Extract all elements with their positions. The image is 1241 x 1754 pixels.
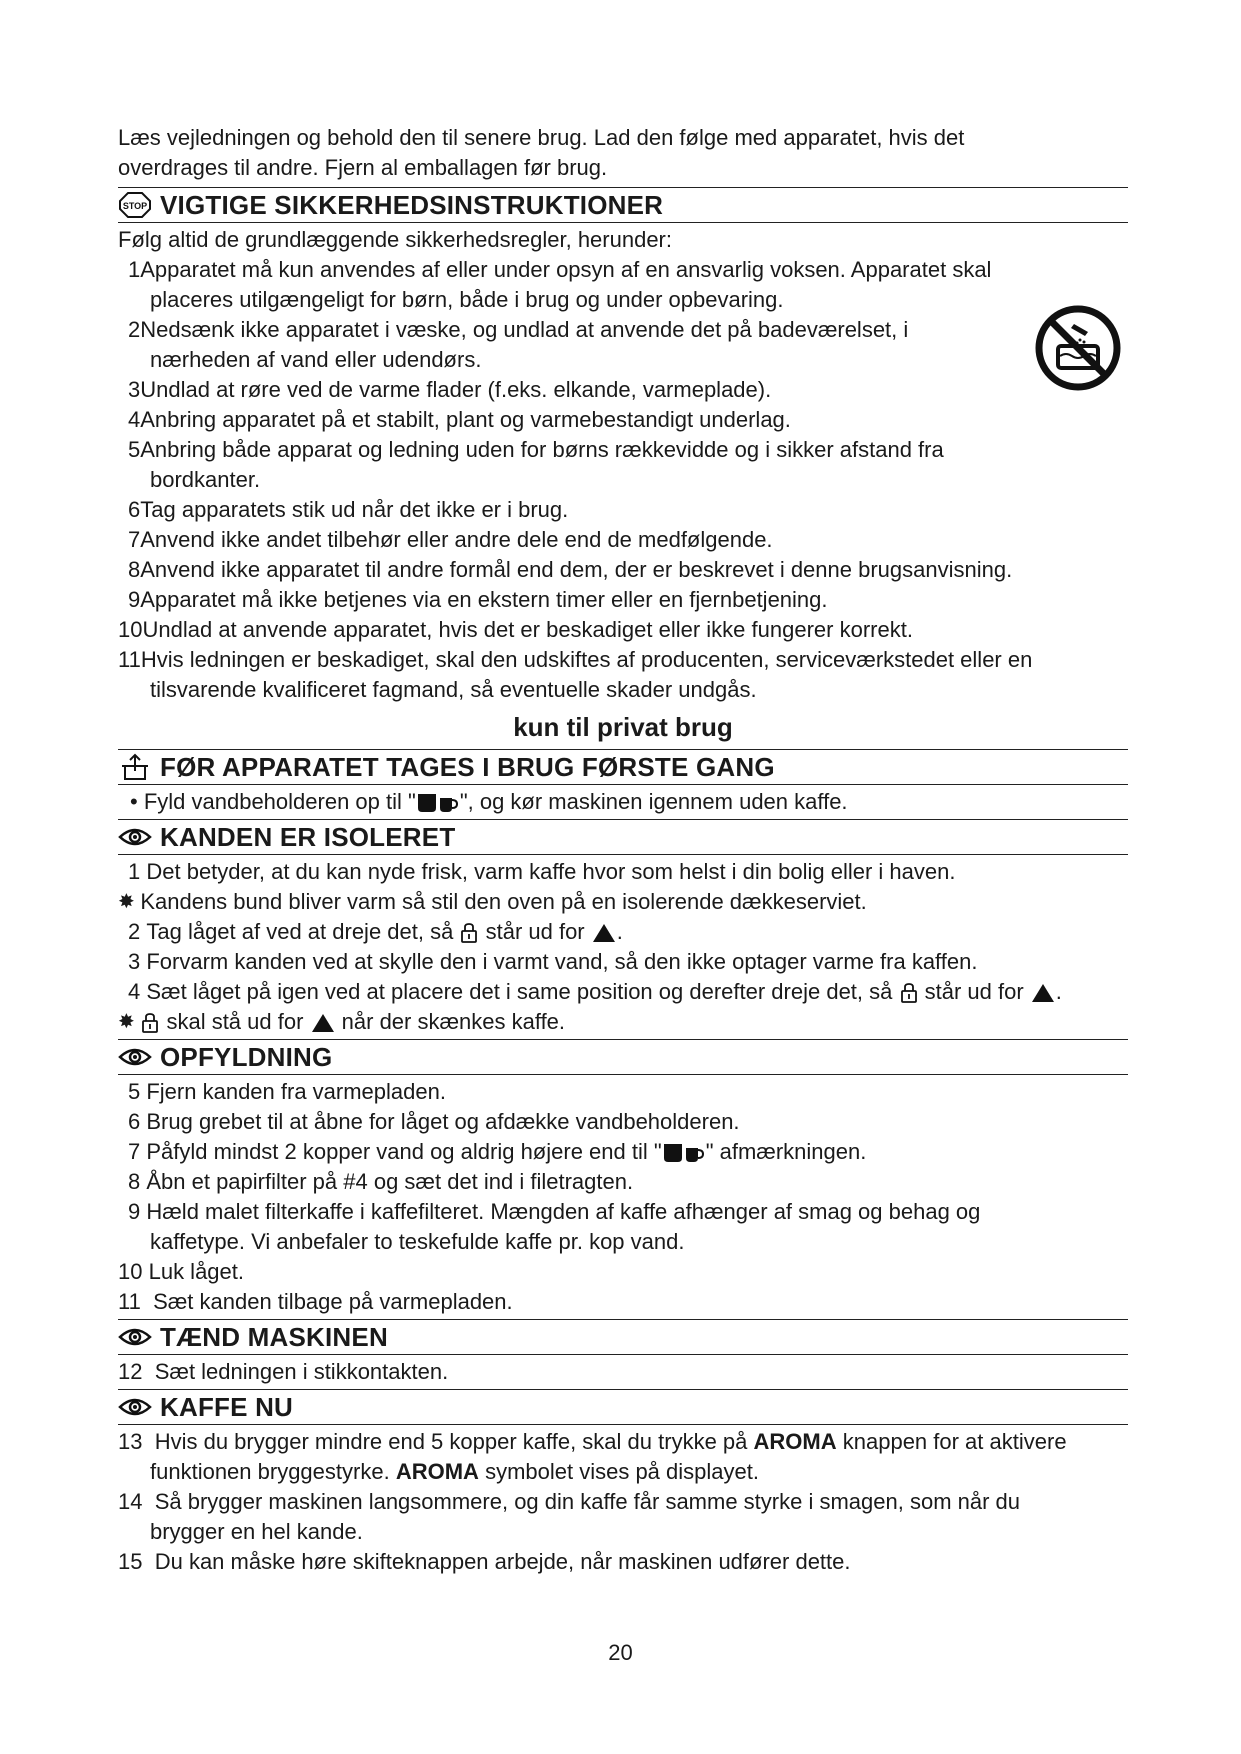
insulated-item-1: 1 Det betyder, at du kan nyde frisk, varm kaffe hvor som helst i din bolig eller i haven. <box>128 859 956 884</box>
lock-open-icon <box>459 922 479 944</box>
coffee-now-item-13-cont: funktionen bryggestyrke. AROMA symbolet vises på displayet. <box>150 1459 759 1484</box>
eye-icon <box>118 823 152 851</box>
filling-item-5: 5 Fjern kanden fra varmepladen. <box>128 1079 446 1104</box>
safety-item-8: 8 Anvend ikke apparatet til andre formål end dem, der er beskrevet i denne brugsanvisning. <box>128 557 1013 582</box>
coffee-now-item-14-cont: brygger en hel kande. <box>150 1519 363 1544</box>
stop-icon-label: STOP <box>122 201 148 211</box>
safety-item-9: 9 Apparatet må ikke betjenes via en ekstern timer eller en fjernbetjening. <box>128 587 828 612</box>
safety-item-2-cont: nærheden af vand eller udendørs. <box>150 347 482 372</box>
coffee-now-title: KAFFE NU <box>160 1391 294 1422</box>
filling-title: OPFYLDNING <box>160 1041 333 1072</box>
safety-item-3: 3 Undlad at røre ved de varme flader (f.eks. elkande, varmeplade). <box>128 377 772 402</box>
first-use-bullet: • Fyld vandbeholderen op til " ", og kør maskinen igennem uden kaffe. <box>118 787 1128 817</box>
coffee-now-item-13: 13 Hvis du brygger mindre end 5 kopper kaffe, skal du trykke på AROMA knappen for at aktivere <box>118 1429 1067 1454</box>
switch-on-section-header <box>118 1319 1128 1355</box>
safety-item-2: 2 Nedsænk ikke apparatet i væske, og undlad at anvende det på badeværelset, i <box>128 317 909 342</box>
safety-item-5: 5 Anbring både apparat og ledning uden for børns rækkevidde og i sikker afstand fra <box>128 437 944 462</box>
safety-item-10: 10 Undlad at anvende apparatet, hvis det er beskadiget eller ikke fungerer korrekt. <box>118 617 913 642</box>
coffee-now-section-header <box>118 1389 1128 1425</box>
filling-item-9: 9 Hæld malet filterkaffe i kaffefilteret. Mængden af kaffe afhænger af smag og behag og <box>128 1199 981 1224</box>
insulated-item-4: 4 Sæt låget på igen ved at placere det i same position og derefter dreje det, så står ud for . <box>128 979 1062 1004</box>
private-use-note: kun til privat brug <box>513 712 733 742</box>
eye-icon <box>118 1043 152 1071</box>
safety-section-header <box>118 187 1128 223</box>
lock-open-icon <box>140 1012 160 1034</box>
safety-title: VIGTIGE SIKKERHEDSINSTRUKTIONER <box>160 189 664 220</box>
coffee-now-item-14: 14 Så brygger maskinen langsommere, og din kaffe får samme styrke i smagen, som når du <box>118 1489 1021 1514</box>
lock-open-icon <box>899 982 919 1004</box>
appliance-unpack-icon <box>118 753 152 781</box>
page-number: 20 <box>608 1640 633 1665</box>
intro-text <box>118 123 1128 183</box>
tip-sun-icon: ✸ <box>118 1011 141 1033</box>
bullet-icon: • <box>130 789 144 814</box>
filling-item-8: 8 Åbn et papirfilter på #4 og sæt det ind i filetragten. <box>128 1169 634 1194</box>
insulated-tip-2: ✸ skal stå ud for når der skænkes kaffe. <box>118 1007 1128 1037</box>
insulated-section-header <box>118 819 1128 855</box>
filling-item-6: 6 Brug grebet til at åbne for låget og afdække vandbeholderen. <box>128 1109 740 1134</box>
safety-item-5-cont: bordkanter. <box>150 467 261 492</box>
intro-line-2: overdrages til andre. Fjern al emballagen før brug. <box>118 155 608 180</box>
insulated-item-3: 3 Forvarm kanden ved at skylle den i varmt vand, så den ikke optager varme fra kaffen. <box>128 949 978 974</box>
safety-lead: Følg altid de grundlæggende sikkerhedsregler, herunder: <box>118 227 672 252</box>
safety-item-1: 1 Apparatet må kun anvendes af eller under opsyn af en ansvarlig voksen. Apparatet skal <box>128 257 992 282</box>
switch-on-title: TÆND MASKINEN <box>160 1321 388 1352</box>
safety-item-7: 7 Anvend ikke andet tilbehør eller andre dele end de medfølgende. <box>128 527 773 552</box>
safety-item-1-cont: placeres utilgængeligt for børn, både i brug og under opbevaring. <box>150 287 784 312</box>
insulated-tip-1: ✸ Kandens bund bliver varm så stil den oven på en isolerende dækkeserviet. <box>118 887 1128 917</box>
cup-mark-icon <box>662 1142 706 1164</box>
aroma-label: AROMA <box>395 1459 479 1484</box>
safety-item-11-cont: tilsvarende kvalificeret fagmand, så eventuelle skader undgås. <box>150 677 757 702</box>
safety-item-11: 11 Hvis ledningen er beskadiget, skal den udskiftes af producenten, serviceværkstedet eller en <box>118 647 1033 672</box>
safety-item-6: 6 Tag apparatets stik ud når det ikke er i brug. <box>128 497 569 522</box>
intro-line-1: Læs vejledningen og behold den til senere brug. Lad den følge med apparatet, hvis det <box>118 125 965 150</box>
insulated-title: KANDEN ER ISOLERET <box>160 821 456 852</box>
eye-icon <box>118 1393 152 1421</box>
safety-item-4: 4 Anbring apparatet på et stabilt, plant og varmebestandigt underlag. <box>128 407 791 432</box>
triangle-mark-icon <box>1030 982 1056 1004</box>
triangle-mark-icon <box>591 922 617 944</box>
first-use-title: FØR APPARATET TAGES I BRUG FØRSTE GANG <box>160 751 775 782</box>
filling-item-11: 11 Sæt kanden tilbage på varmepladen. <box>118 1289 513 1314</box>
safety-list <box>118 255 1128 705</box>
filling-item-10: 10 Luk låget. <box>118 1259 244 1284</box>
cup-mark-icon <box>416 792 460 814</box>
filling-item-9-cont: kaffetype. Vi anbefaler to teskefulde kaffe pr. kop vand. <box>150 1229 685 1254</box>
stop-icon <box>118 191 152 219</box>
filling-section-header <box>118 1039 1128 1075</box>
filling-item-7: 7 Påfyld mindst 2 kopper vand og aldrig højere end til " " afmærkningen. <box>128 1139 867 1164</box>
triangle-mark-icon <box>310 1012 336 1034</box>
eye-icon <box>118 1323 152 1351</box>
manual-page <box>118 123 1128 1577</box>
aroma-label: AROMA <box>753 1429 837 1454</box>
tip-sun-icon: ✸ <box>118 891 141 913</box>
coffee-now-item-15: 15 Du kan måske høre skifteknappen arbejde, når maskinen udfører dette. <box>118 1549 851 1574</box>
switch-on-item-12: 12 Sæt ledningen i stikkontakten. <box>118 1359 449 1384</box>
first-use-section-header <box>118 749 1128 785</box>
insulated-item-2: 2 Tag låget af ved at dreje det, så står ud for . <box>128 919 623 944</box>
